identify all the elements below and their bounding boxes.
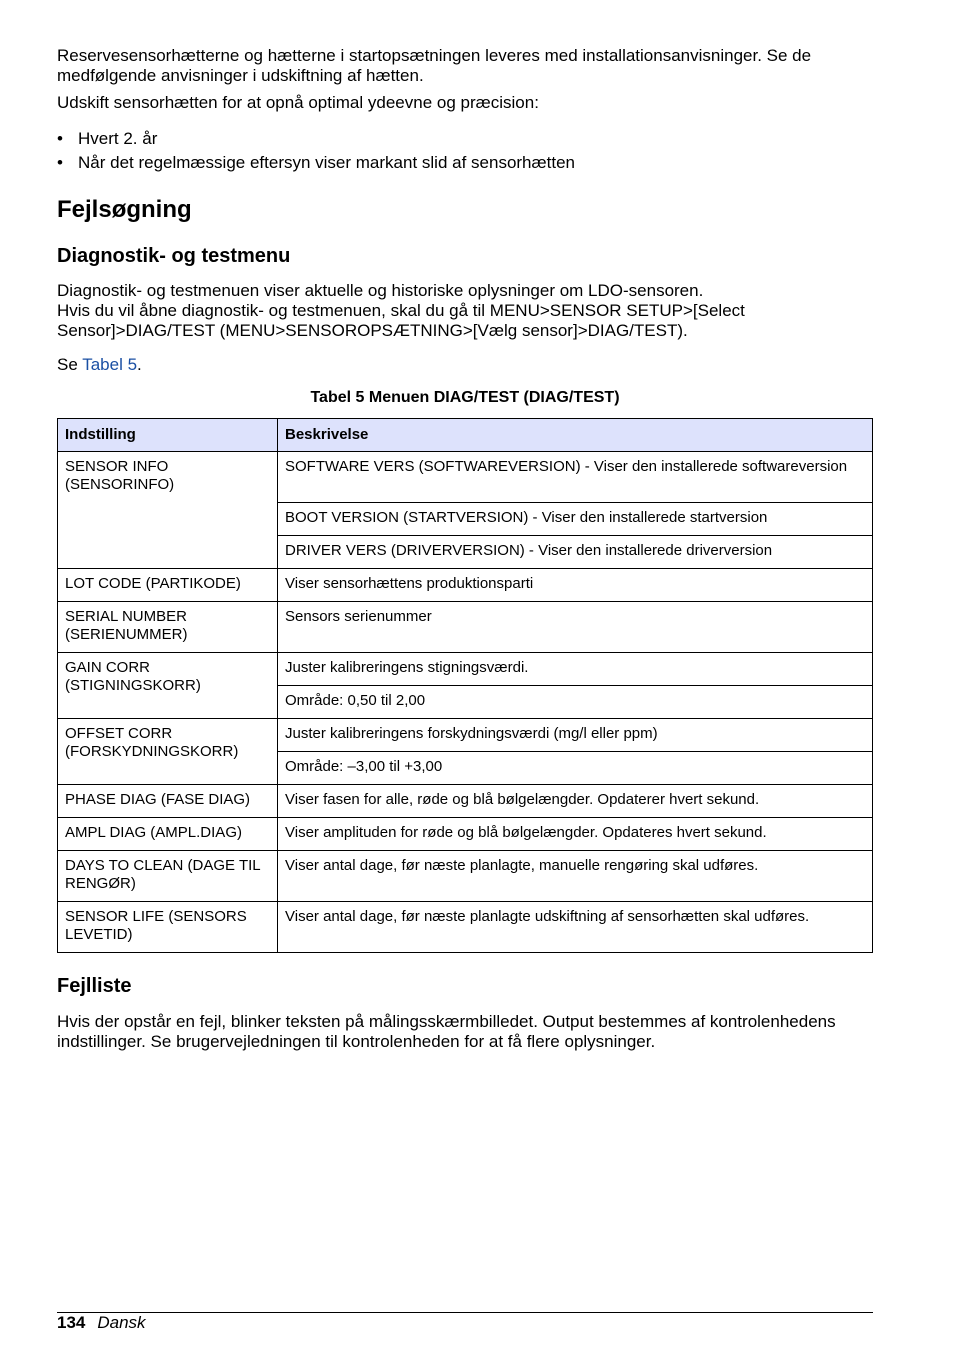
table-row [58,602,873,653]
description-cell: DRIVER VERS (DRIVERVERSION) - Viser den installerede driverversion [278,536,873,569]
description-cell: BOOT VERSION (STARTVERSION) - Viser den installerede startversion [278,503,873,536]
subsection-title-diag: Diagnostik- og testmenu [57,245,291,267]
table-row [58,653,873,686]
table-header-row [58,419,873,452]
description-cell: Sensors serienummer [278,602,873,653]
description-cell: Viser amplituden for røde og blå bølgelængder. Opdateres hvert sekund. [278,818,873,851]
description-cell: Juster kalibreringens stigningsværdi. [278,653,873,686]
bullet-list [57,129,873,173]
bullet-glyph: • [57,153,63,172]
setting-cell: DAYS TO CLEAN (DAGE TIL RENGØR) [58,851,278,902]
intro-paragraph: Reservesensorhætterne og hætterne i startopsætningen leveres med installationsanvisninger. Se de medfølgende anvisninger i udskiftning af hætten. [57,46,812,85]
list-item: • Hvert 2. år [57,129,158,148]
description-cell: Område: –3,00 til +3,00 [278,752,873,785]
table-row [58,569,873,602]
description-cell: Viser antal dage, før næste planlagte udskiftning af sensorhætten skal udføres. [278,902,873,953]
description-cell: Område: 0,50 til 2,00 [278,686,873,719]
table-row [58,818,873,851]
setting-cell: SENSOR LIFE (SENSORS LEVETID) [58,902,278,953]
header-cell-setting: Indstilling [58,419,278,452]
bullet-glyph: • [57,129,63,148]
footer-divider [57,1312,873,1313]
setting-cell: LOT CODE (PARTIKODE) [58,569,278,602]
setting-cell: OFFSET CORR (FORSKYDNINGSKORR) [58,719,278,785]
page-number: 134 [57,1313,86,1332]
fejlliste-text: Hvis der opstår en fejl, blinker teksten på målingsskærmbilledet. Output bestemmes af kontrolenhedens indstillinger. Se brugervejledningen til kontrolenheden for at få flere oplysninger. [57,1012,836,1051]
description-cell: Viser antal dage, før næste planlagte, manuelle rengøring skal udføres. [278,851,873,902]
setting-cell: SERIAL NUMBER (SERIENUMMER) [58,602,278,653]
table-row [58,452,873,503]
list-item: • Når det regelmæssige eftersyn viser markant slid af sensorhætten [57,153,575,172]
page-content [57,46,873,1052]
description-cell: Juster kalibreringens forskydningsværdi (mg/l eller ppm) [278,719,873,752]
diag-text-2: Hvis du vil åbne diagnostik- og testmenuen, skal du gå til MENU>SENSOR SETUP>[Select Sensor]>DIAG/TEST (MENU>SENSOROPSÆTNING>[Vælg sensor]>DIAG/TEST). [57,301,745,340]
description-cell: SOFTWARE VERS (SOFTWAREVERSION) - Viser den installerede softwareversion [278,452,873,503]
diag-text-1: Diagnostik- og testmenuen viser aktuelle og historiske oplysninger om LDO-sensoren. [57,281,704,300]
table-row [58,719,873,752]
subsection-title-fejlliste: Fejlliste [57,975,132,997]
table-caption: Tabel 5 Menuen DIAG/TEST (DIAG/TEST) [310,389,620,406]
description-cell: Viser fasen for alle, røde og blå bølgelængder. Opdaterer hvert sekund. [278,785,873,818]
setting-cell: AMPL DIAG (AMPL.DIAG) [58,818,278,851]
section-title: Fejlsøgning [57,196,192,223]
description-cell: Viser sensorhættens produktionsparti [278,569,873,602]
table-row [58,785,873,818]
see-reference: Se Tabel 5. [57,355,142,374]
setting-cell: PHASE DIAG (FASE DIAG) [58,785,278,818]
diag-test-table [57,418,873,953]
page-footer [57,1313,146,1333]
header-cell-description: Beskrivelse [278,419,873,452]
setting-cell: SENSOR INFO (SENSORINFO) [58,452,278,569]
setting-cell: GAIN CORR (STIGNINGSKORR) [58,653,278,719]
table-row [58,851,873,902]
table-link[interactable]: Tabel 5 [82,355,138,374]
footer-language: Dansk [97,1313,146,1332]
intro-paragraph-2: Udskift sensorhætten for at opnå optimal ydeevne og præcision: [57,93,539,112]
table-row [58,902,873,953]
